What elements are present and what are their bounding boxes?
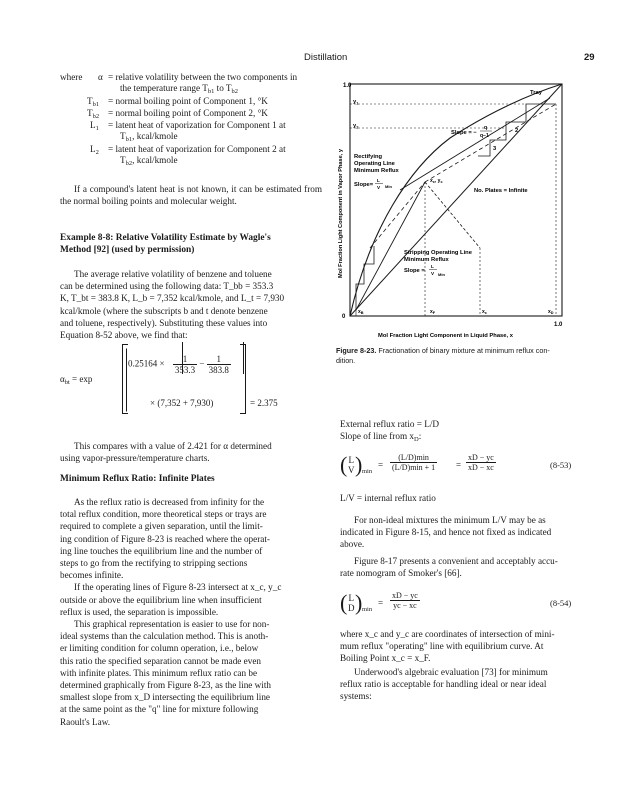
para-example: The average relative volatility of benzene and toluene can be determined using the following data: T_bb = 353.3 K, T_bt = 383.8 K, L_b = 7,352 kcal/kmole, and L_t = 7,930 kcal/kmole (where the subscripts b and t denote benzene and toluene, respectively). Substituting these values into Equation 8-52 above, we find that: (60, 269, 285, 341)
heading-minimum-reflux: Minimum Reflux Ratio: Infinite Plates (60, 474, 215, 484)
label-lv-min: Min (385, 184, 392, 189)
label-y1: $y_1$ (353, 99, 359, 106)
def-l1: $L_1$ = latent heat of vaporization for Component 1 at $T_{b1}$, kcal/kmole (90, 120, 286, 143)
para-underwood: Underwood's algebraic evaluation [73] for minimum reflux ratio is acceptable for handling ideal or near ideal systems: (340, 667, 548, 702)
label-xd: $x_D$ (548, 309, 554, 316)
where-label: where (60, 72, 83, 82)
stripping-dashed-line (370, 182, 425, 248)
equation-8-53: ( L V ) min = (L/D)min (L/D)min + 1 = $\frac{xD - yc}{xD - xc}$ (8-53) (340, 452, 572, 477)
equation-wagle: $\alpha_{bt} = \exp$ 0.25164 × $\frac{1}{353.3}$ − $\frac{1}{383.8}$ × (7,352 + 7,930) = 2.375 (60, 342, 322, 428)
label-xc: $x_c$ (482, 309, 487, 316)
label-step-3: 3 (493, 146, 497, 152)
stripping-operating-line (356, 182, 425, 310)
para-nonideal: For non-ideal mixtures the minimum L/V may be as indicated in Figure 8-15, and hence not fixed as indicated above. (340, 515, 552, 550)
def-tb2: $T_{b2}$ = normal boiling point of Component 2, °K (87, 108, 268, 120)
def-alpha-text: = relative volatility between the two components in (108, 72, 298, 82)
external-reflux-ratio: External reflux ratio = L/D (340, 419, 440, 429)
rectifying-operating-line (400, 98, 550, 190)
label-ls-min: Min (438, 272, 445, 277)
lv-internal: L/V = internal reflux ratio (340, 493, 436, 503)
label-rect-2: Operating Line (354, 161, 395, 167)
diagonal-line (350, 84, 562, 316)
label-slope-s: Slope = (404, 268, 425, 274)
para-latent-heat: If a compound's latent heat is not known, it can be estimated from the normal boiling points and molecular weight. (60, 184, 322, 207)
label-xf: $x_F$ (430, 309, 436, 316)
figure-caption: Figure 8-23. Fractionation of binary mixture at minimum reflux con- dition. (336, 346, 550, 365)
def-l2: $L_2$ = latent heat of vaporization for Component 2 at $T_{b2}$, kcal/kmole (90, 144, 286, 167)
label-xcyc: $x_c$, $y_c$ (430, 178, 443, 185)
def-alpha-line2: the temperature range $T_{b1}$ to $T_{b2}$ (120, 83, 239, 95)
equation-8-54: ( L D ) min = $\frac{xD - yc}{yc - xc}$ (8-54) (340, 590, 572, 615)
rectifying-dashed-line (425, 104, 556, 185)
para-compare: This compares with a value of 2.421 for α determined using vapor-pressure/temperature charts. (60, 441, 272, 464)
equation-result: = 2.375 (250, 398, 278, 408)
q-line (425, 182, 480, 248)
page-number: 29 (584, 52, 595, 63)
y-axis-label: Mol Fraction Light Component in Vapor Phase, y (338, 149, 344, 278)
label-rect-1: Rectifying (354, 154, 383, 160)
label-lv-num: L (377, 178, 380, 183)
label-tray: Tray (530, 90, 542, 96)
label-q-den: q−1 (480, 133, 489, 139)
label-lv-den: V (377, 185, 381, 190)
equation-number-8-54: (8-54) (550, 598, 572, 608)
label-slope-q: Slope = − (451, 130, 477, 136)
right-intro (340, 418, 588, 446)
figure-8-23-mccabe-thiele (330, 78, 570, 350)
def-tb1: $T_{b1}$ = normal boiling point of Component 1, °K (87, 96, 268, 108)
def-alpha-sym: α (98, 72, 103, 82)
label-y2: $y_2$ (353, 123, 359, 130)
tick-top: 1.0 (343, 83, 352, 89)
label-rect-3: Minimum Reflux (354, 168, 399, 174)
definitions-block (60, 72, 320, 168)
label-ls-den: V (431, 271, 435, 276)
label-strip-1: Stripping Operating Line (404, 250, 472, 256)
label-ls-num: L (431, 264, 434, 269)
label-q-num: q (484, 125, 488, 131)
tray-steps-lower (356, 246, 374, 310)
x-axis-label: Mol Fraction Light Component in Liquid Phase, x (378, 333, 513, 339)
label-xb: $x_B$ (358, 309, 364, 316)
tick-zero: 0 (342, 314, 346, 320)
equation-line2: × (7,352 + 7,930) (150, 398, 214, 408)
equation-number-8-53: (8-53) (550, 460, 572, 470)
example-heading: Example 8-8: Relative Volatility Estimate by Wagle's Method [92] (used by permission) (60, 233, 271, 256)
label-strip-2: Minimum Reflux (404, 257, 449, 263)
label-slope-lv: Slope= (354, 182, 374, 188)
slope-line-text: Slope of line from $x_D$: (340, 431, 422, 444)
label-step-2: 2 (515, 128, 519, 134)
equation-line1: 0.25164 × $\frac{1}{353.3}$ − $\frac{1}{383.8}$ (128, 354, 231, 375)
label-no-plates: No. Plates = Infinite (474, 188, 528, 194)
running-header-title: Distillation (304, 52, 348, 63)
tick-right: 1.0 (554, 322, 563, 328)
para-minimum-reflux-1: As the reflux ratio is decreased from infinity for the total reflux condition, more theoretical steps or trays are required to complete a given separation, until the limit- ing condition of Figure 8-23 is reached where the operat- ing line touches the equilibrium line and the number of steps to go from the rectifying to stripping sections becomes infinite. If the operating lines of Figure 8-23 intersect at x_c, y_c outside or above the equilibrium line when insufficient reflux is used, the separation is impossible. This graphical representation is easier to use for non- ideal systems than the calculation method. This is anoth- er limiting condition for column operation, i.e., below this ratio the specified separation cannot be made even with infinite plates. This minimum reflux ratio can be determined graphically from Figure 8-23, as the line with smallest slope from x_D intersecting the equilibrium line at the same point as the "q" line for mixture following Raoult's Law. (60, 497, 282, 727)
para-where-xc: where x_c and y_c are coordinates of intersection of mini- mum reflux "operating" line with equilibrium curve. At Boiling Point x_c = x_F. (340, 629, 555, 664)
para-smoker: Figure 8-17 presents a convenient and acceptably accu- rate nomogram of Smoker's [66]. (340, 556, 558, 579)
